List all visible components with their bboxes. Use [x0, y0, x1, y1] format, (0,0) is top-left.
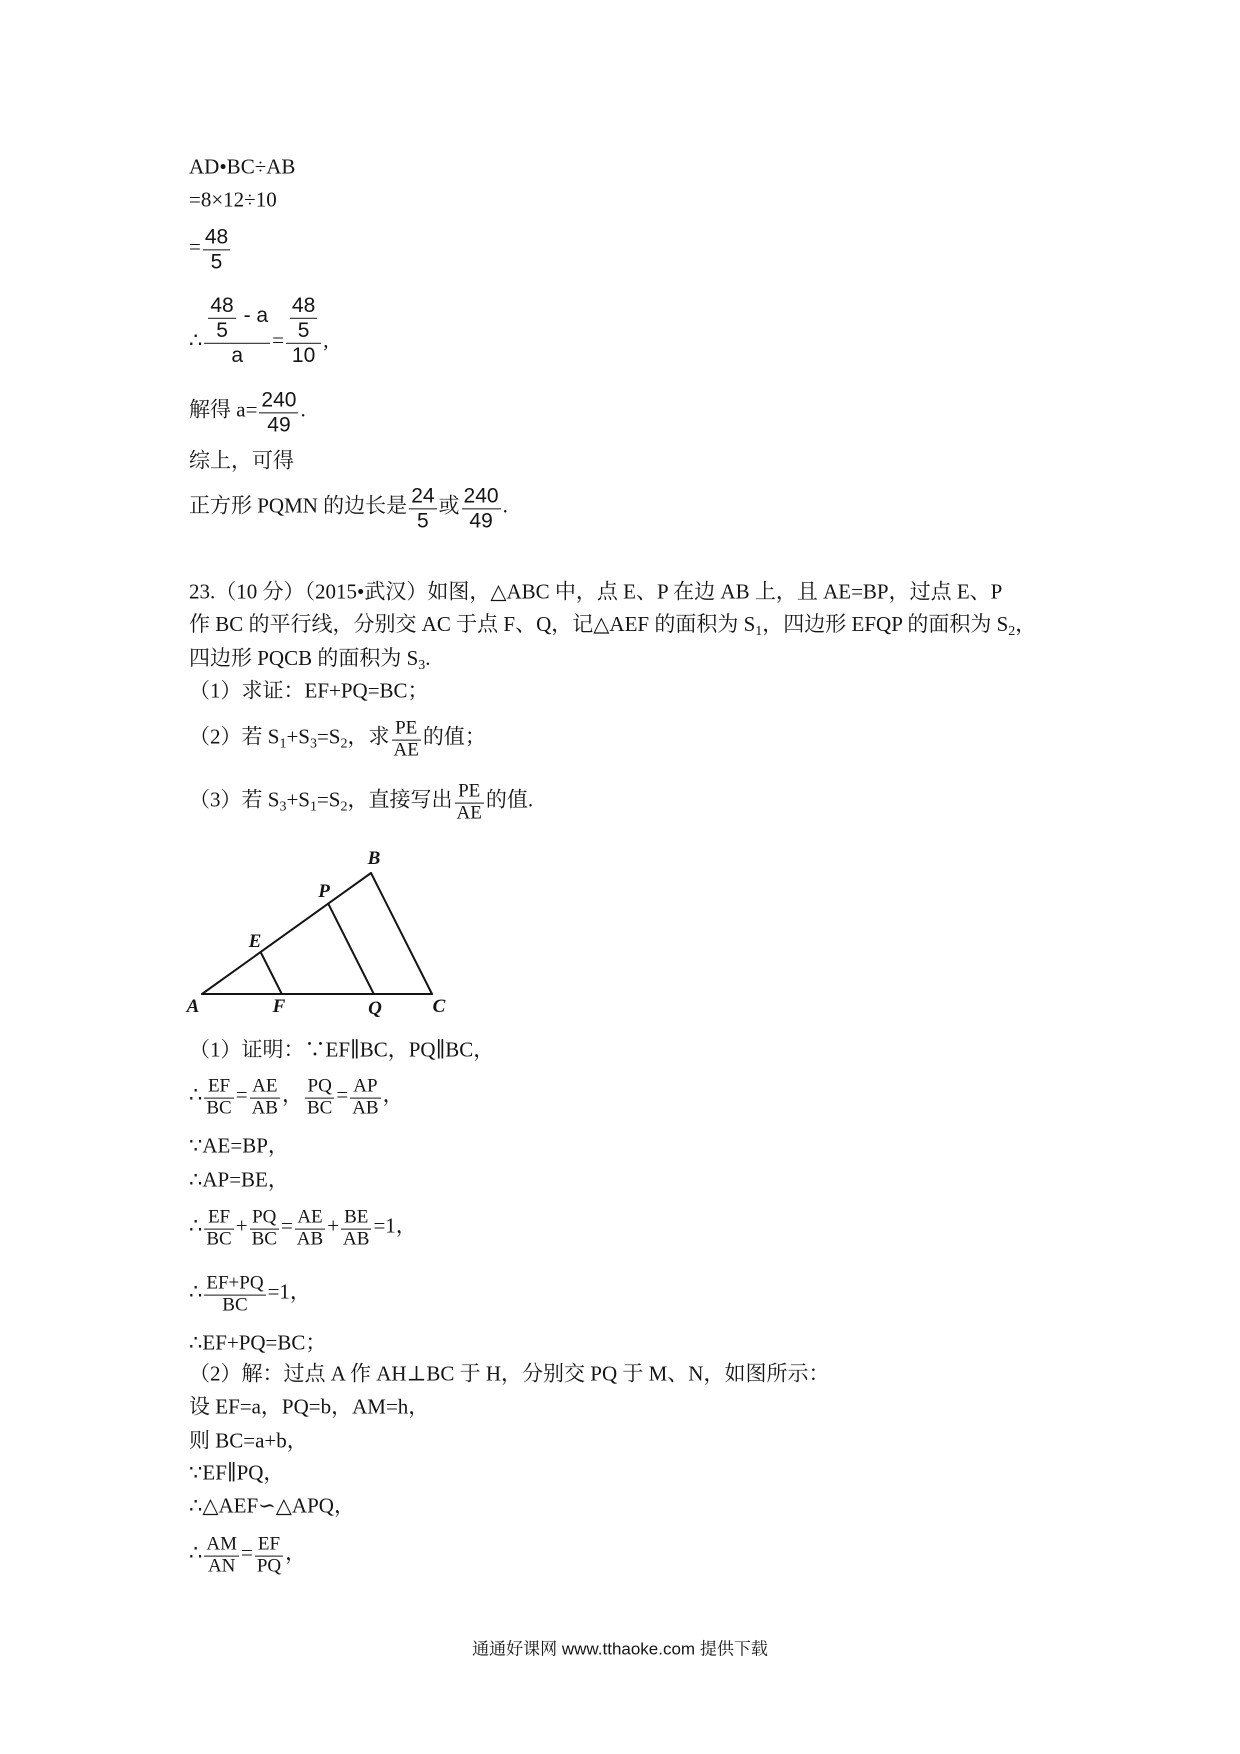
- fraction: [250, 1208, 279, 1251]
- text: 解得 a=: [189, 397, 258, 422]
- numerator: AP: [350, 1077, 380, 1099]
- therefore-sign: ∴: [189, 1082, 203, 1107]
- solution-line-4: ∴AP=BE，: [189, 1167, 289, 1192]
- subscript: 2: [1008, 623, 1016, 639]
- text: 作 BC 的平行线，分别交 AC 于点 F、Q，记△AEF 的面积为 S: [189, 611, 756, 636]
- equals-sign: =: [189, 234, 201, 259]
- page-footer: 通通好课网 www.tthaoke.com 提供下载: [472, 1639, 768, 1659]
- numerator: 240: [462, 484, 501, 509]
- text: ，四边形 EFQP 的面积为 S: [762, 611, 1009, 636]
- plus-sign: +: [327, 1213, 340, 1238]
- denominator: AB: [296, 1228, 324, 1250]
- subscript: 2: [340, 799, 348, 815]
- subscript: 3: [309, 736, 317, 752]
- vertex-label-a: A: [186, 996, 200, 1017]
- text: （2）若 S: [189, 724, 280, 749]
- fraction: [255, 1535, 283, 1578]
- solution-line-11: ∵EF∥PQ，: [189, 1460, 285, 1485]
- solution-line-5: [189, 1208, 417, 1251]
- prev-line-1: AD•BC÷AB: [189, 154, 296, 179]
- numerator: EF: [255, 1535, 283, 1557]
- text: 的值；: [422, 724, 486, 749]
- denominator: 49: [267, 413, 291, 437]
- fraction: [305, 1077, 334, 1120]
- denominator: AB: [343, 1228, 370, 1250]
- solution-line-12: ∴△AEF∽△APQ，: [189, 1493, 355, 1518]
- denominator: BC: [206, 1097, 232, 1119]
- solution-line-7: ∴EF+PQ=BC；: [189, 1330, 327, 1355]
- segment-pq: [328, 904, 374, 994]
- therefore-sign: ∴: [189, 1540, 203, 1565]
- numerator: EF+PQ: [206, 1272, 264, 1294]
- punctuation: ，: [285, 1540, 307, 1565]
- prev-line-6: 综上，可得: [189, 448, 294, 473]
- fraction: [392, 719, 421, 762]
- punctuation: ，: [382, 1082, 404, 1107]
- fraction-lhs: [204, 294, 270, 368]
- vertex-label-b: B: [367, 848, 381, 869]
- vertex-label-e: E: [248, 931, 262, 952]
- triangle-figure: [180, 845, 460, 1025]
- equals-sign: =: [235, 1082, 248, 1107]
- solution-line-9: 设 EF=a，PQ=b，AM=h，: [189, 1394, 430, 1419]
- fraction: [259, 388, 298, 437]
- text: （3）若 S: [189, 787, 280, 812]
- fraction-inner: [290, 294, 317, 343]
- prev-line-7: [189, 484, 508, 533]
- numerator: 48: [203, 225, 230, 250]
- fraction: [204, 1274, 265, 1317]
- punctuation: ，: [281, 1082, 303, 1107]
- solution-line-6: [189, 1274, 311, 1317]
- question-2: [189, 719, 486, 762]
- equals-sign: =: [241, 1540, 253, 1565]
- prev-line-3: [189, 225, 232, 274]
- fraction: [295, 1208, 325, 1251]
- punctuation: .: [502, 493, 508, 518]
- numerator: 48: [290, 294, 317, 319]
- text: 四边形 PQCB 的面积为 S: [189, 645, 419, 670]
- text: ，求: [347, 724, 390, 749]
- question-3: [189, 782, 533, 825]
- numerator: EF: [204, 1077, 233, 1099]
- punctuation: ,: [323, 328, 329, 353]
- numerator: [204, 294, 270, 344]
- plus-sign: +: [235, 1213, 248, 1238]
- denominator: 5: [210, 250, 223, 274]
- punctuation: .: [425, 645, 431, 670]
- denominator: 5: [417, 509, 429, 533]
- subscript: 1: [279, 736, 287, 752]
- denominator: AB: [251, 1097, 278, 1119]
- problem-line-2: [189, 611, 1036, 641]
- denominator: 10: [291, 344, 316, 368]
- vertex-label-q: Q: [368, 998, 382, 1019]
- numerator: AE: [250, 1077, 280, 1099]
- punctuation: .: [300, 397, 306, 422]
- therefore-sign: ∴: [189, 1279, 203, 1304]
- denominator: PQ: [256, 1555, 282, 1577]
- text: +S: [286, 724, 310, 749]
- text: 的值.: [485, 787, 534, 812]
- prev-line-5: [189, 388, 306, 437]
- fraction: [409, 484, 436, 533]
- problem-line-3: [189, 645, 431, 675]
- problem-line-1: 23.（10 分）（2015•武汉）如图，△ABC 中，点 E、P 在边 AB 上，且 AE=BP，过点 E、P: [189, 579, 1003, 604]
- solution-line-2: [189, 1077, 404, 1120]
- equals-sign: =: [336, 1082, 349, 1107]
- denominator: AE: [393, 739, 419, 761]
- numerator: PQ: [250, 1208, 279, 1230]
- numerator: EF: [204, 1208, 233, 1230]
- numerator: 24: [409, 484, 436, 509]
- vertex-label-c: C: [432, 996, 446, 1017]
- denominator: AE: [456, 802, 482, 824]
- solution-line-3: ∵AE=BP，: [189, 1133, 289, 1158]
- text: =S: [316, 724, 341, 749]
- fraction: [250, 1077, 280, 1120]
- denominator: BC: [222, 1294, 248, 1316]
- therefore-sign: ∴: [189, 1213, 203, 1238]
- fraction: [204, 1077, 233, 1120]
- numerator: [286, 294, 321, 344]
- text: ，直接写出: [347, 787, 453, 812]
- equals-sign: =: [272, 328, 284, 353]
- fraction: [455, 782, 484, 825]
- text: 正方形 PQMN 的边长是: [189, 493, 408, 518]
- prev-line-4: [189, 294, 329, 368]
- vertex-label-f: F: [272, 996, 286, 1017]
- segment-ef: [261, 952, 282, 994]
- side-ab: [202, 873, 371, 994]
- text: 或: [438, 493, 460, 518]
- solution-line-1: （1）证明：∵EF∥BC，PQ∥BC，: [189, 1037, 495, 1062]
- numerator: AM: [206, 1533, 237, 1555]
- numerator: AE: [295, 1208, 325, 1230]
- fraction: [341, 1208, 371, 1251]
- subscript: 3: [279, 799, 287, 815]
- fraction: [204, 1535, 239, 1578]
- numerator: PE: [455, 782, 484, 804]
- punctuation: ，: [1015, 611, 1037, 636]
- denominator: 49: [469, 509, 493, 533]
- numerator-rest: - a: [237, 303, 269, 327]
- fraction: [204, 1208, 233, 1251]
- prev-line-2: =8×12÷10: [189, 187, 277, 212]
- subscript: 1: [755, 623, 763, 639]
- denominator: a: [231, 344, 244, 368]
- denominator: 5: [216, 318, 228, 342]
- denominator: BC: [206, 1228, 232, 1250]
- numerator: 240: [259, 388, 298, 413]
- side-bc: [371, 873, 432, 994]
- denominator: BC: [251, 1228, 277, 1250]
- fraction: [350, 1077, 380, 1120]
- text: =1，: [373, 1213, 417, 1238]
- fraction: [203, 225, 230, 274]
- numerator: PQ: [305, 1077, 334, 1099]
- text: =1，: [267, 1279, 311, 1304]
- solution-line-10: 则 BC=a+b，: [189, 1428, 308, 1453]
- subscript: 1: [309, 799, 317, 815]
- text: +S: [286, 787, 310, 812]
- denominator: BC: [306, 1097, 333, 1119]
- fraction: [462, 484, 501, 533]
- numerator: 48: [208, 294, 235, 319]
- subscript: 3: [418, 657, 426, 673]
- equals-sign: =: [280, 1213, 293, 1238]
- denominator: 5: [297, 318, 310, 342]
- therefore-sign: ∴: [189, 328, 203, 353]
- numerator: BE: [341, 1208, 371, 1230]
- fraction-rhs: [286, 294, 321, 368]
- subscript: 2: [340, 736, 348, 752]
- question-1: （1）求证：EF+PQ=BC；: [189, 678, 429, 703]
- fraction-inner: [208, 294, 235, 343]
- text: =S: [316, 787, 341, 812]
- vertex-label-p: P: [318, 881, 330, 902]
- denominator: AN: [207, 1555, 236, 1577]
- solution-line-8: （2）解：过点 A 作 AH⊥BC 于 H，分别交 PQ 于 M、N，如图所示：: [189, 1361, 830, 1386]
- solution-line-13: [189, 1535, 306, 1578]
- denominator: AB: [352, 1097, 379, 1119]
- numerator: PE: [392, 719, 421, 741]
